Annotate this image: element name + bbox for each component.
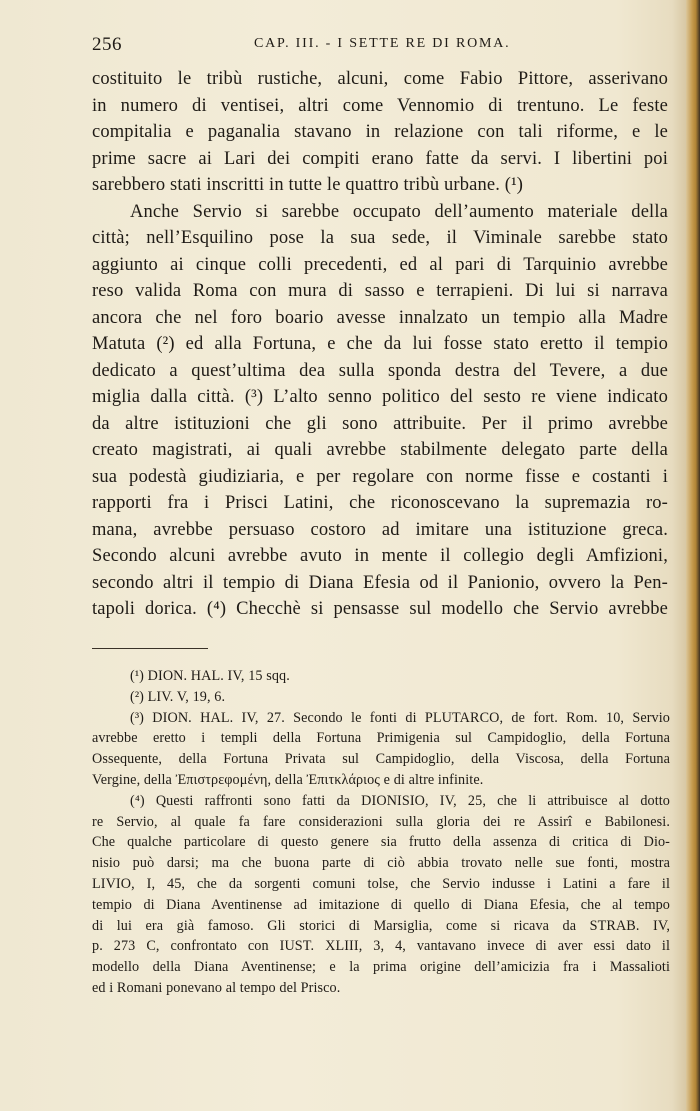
body-line: tapoli dorica. (⁴) Checchè si pensasse sul modello che Servio avrebbe — [92, 599, 668, 619]
body-line: sua podestà giudiziaria, e per regolare con norme fisse e costanti i — [92, 466, 668, 487]
body-line: miglia dalla città. (³) L’alto senno politico del sesto re viene indicato — [92, 387, 668, 407]
body-line: città; nell’Esquilino pose la sua sede, il Viminale sarebbe stato — [92, 228, 668, 248]
body-line: Anche Servio si sarebbe occupato dell’aumento materiale della — [130, 201, 668, 222]
body-line: aggiunto ai cinque colli precedenti, ed al pari di Tarquinio avrebbe — [92, 254, 668, 275]
footnote-line: re Servio, al quale fa fare considerazioni sulla gloria dei re Assirî e Babilonesi. — [92, 813, 670, 830]
footnote-line: ed i Romani ponevano al tempo del Prisco. — [92, 979, 341, 996]
footnote-line: Vergine, della Ἐπιστρεφομένη, della Ἐπιτκλάριος e di altre infinite. — [92, 771, 484, 788]
body-text — [92, 66, 668, 623]
body-line: ancora che nel foro boario avesse innalzato un tempio alla Madre — [92, 307, 668, 328]
page-header — [92, 34, 670, 60]
footnote-line: (³) DION. HAL. IV, 27. Secondo le fonti di PLUTARCO, de fort. Rom. 10, Servio — [130, 709, 670, 726]
footnote-line: Che qualche particolare di questo genere sia frutto della assenza di critica di Dio- — [92, 834, 670, 851]
body-line: compitalia e paganalia stavano in relazione con tali riforme, e le — [92, 122, 668, 142]
footnote-rule — [92, 648, 208, 649]
footnotes — [92, 666, 670, 999]
page-number: 256 — [92, 34, 122, 55]
footnote-line: tempio di Diana Aventinense ad imitazione di quello di Diana Efesia, che al tempo — [92, 896, 670, 913]
footnote-line: modello della Diana Aventinense; e la prima origine dell’amicizia fra i Massalioti — [92, 959, 670, 976]
body-line: da altre istituzioni che gli sono attribuite. Per il primo avrebbe — [92, 413, 668, 434]
body-line: reso valida Roma con mura di sasso e terrapieni. Di lui si narrava — [92, 281, 668, 301]
footnote-line: (²) LIV. V, 19, 6. — [130, 688, 226, 705]
footnote-line: LIVIO, I, 45, che da sorgenti comuni tolse, che Servio indusse i Latini a fare il — [92, 875, 670, 892]
body-line: secondo altri il tempio di Diana Efesia od il Panionio, ovvero la Pen- — [92, 572, 668, 593]
body-line: costituito le tribù rustiche, alcuni, come Fabio Pittore, asserivano — [92, 69, 668, 89]
footnote-line: Ossequente, della Fortuna Privata sul Campidoglio, della Viscosa, della Fortuna — [92, 751, 670, 768]
body-line: in numero di ventisei, altri come Vennomio di trentuno. Le feste — [92, 95, 668, 116]
body-line: rapporti fra i Prisci Latini, che riconoscevano la supremazia ro- — [92, 493, 668, 513]
footnote-line: (¹) DION. HAL. IV, 15 sqq. — [130, 668, 290, 684]
footnote-line: p. 273 C, confrontato con IUST. XLIII, 3, 4, vantavano invece di aver essi dato il — [92, 938, 670, 955]
body-line: sarebbero stati inscritti in tutte le quattro tribù urbane. (¹) — [92, 175, 524, 195]
body-line: Matuta (²) ed alla Fortuna, e che da lui fosse stato eretto il tempio — [92, 334, 668, 354]
body-line: prime sacre ai Lari dei compiti erano fatte da servi. I libertini poi — [92, 148, 668, 169]
body-line: creato magistrati, ai quali avrebbe stabilmente delegato parte della — [92, 440, 668, 460]
running-head: CAP. III. - I SETTE RE DI ROMA. — [254, 36, 511, 51]
body-line: mana, avrebbe persuaso costoro ad imitare una istituzione greca. — [92, 519, 668, 540]
body-line: dedicato a quest’ultima dea sulla sponda destra del Tevere, a due — [92, 360, 668, 381]
footnote-line: (⁴) Questi raffronti sono fatti da DIONISIO, IV, 25, che li attribuisce al dotto — [130, 792, 670, 809]
footnote-line: avrebbe eretto i templi della Fortuna Primigenia sul Campidoglio, della Fortuna — [92, 730, 670, 747]
footnote-line: nisio può darsi; ma che buona parte di ciò abbia trovato nelle sue fonti, mostra — [92, 855, 670, 872]
page-edge — [686, 0, 700, 1111]
footnote-line: di lui era già famoso. Gli storici di Marsiglia, come si ricava da STRAB. IV, — [92, 917, 670, 934]
body-line: Secondo alcuni avrebbe avuto in mente il collegio degli Amfizioni, — [92, 546, 668, 566]
